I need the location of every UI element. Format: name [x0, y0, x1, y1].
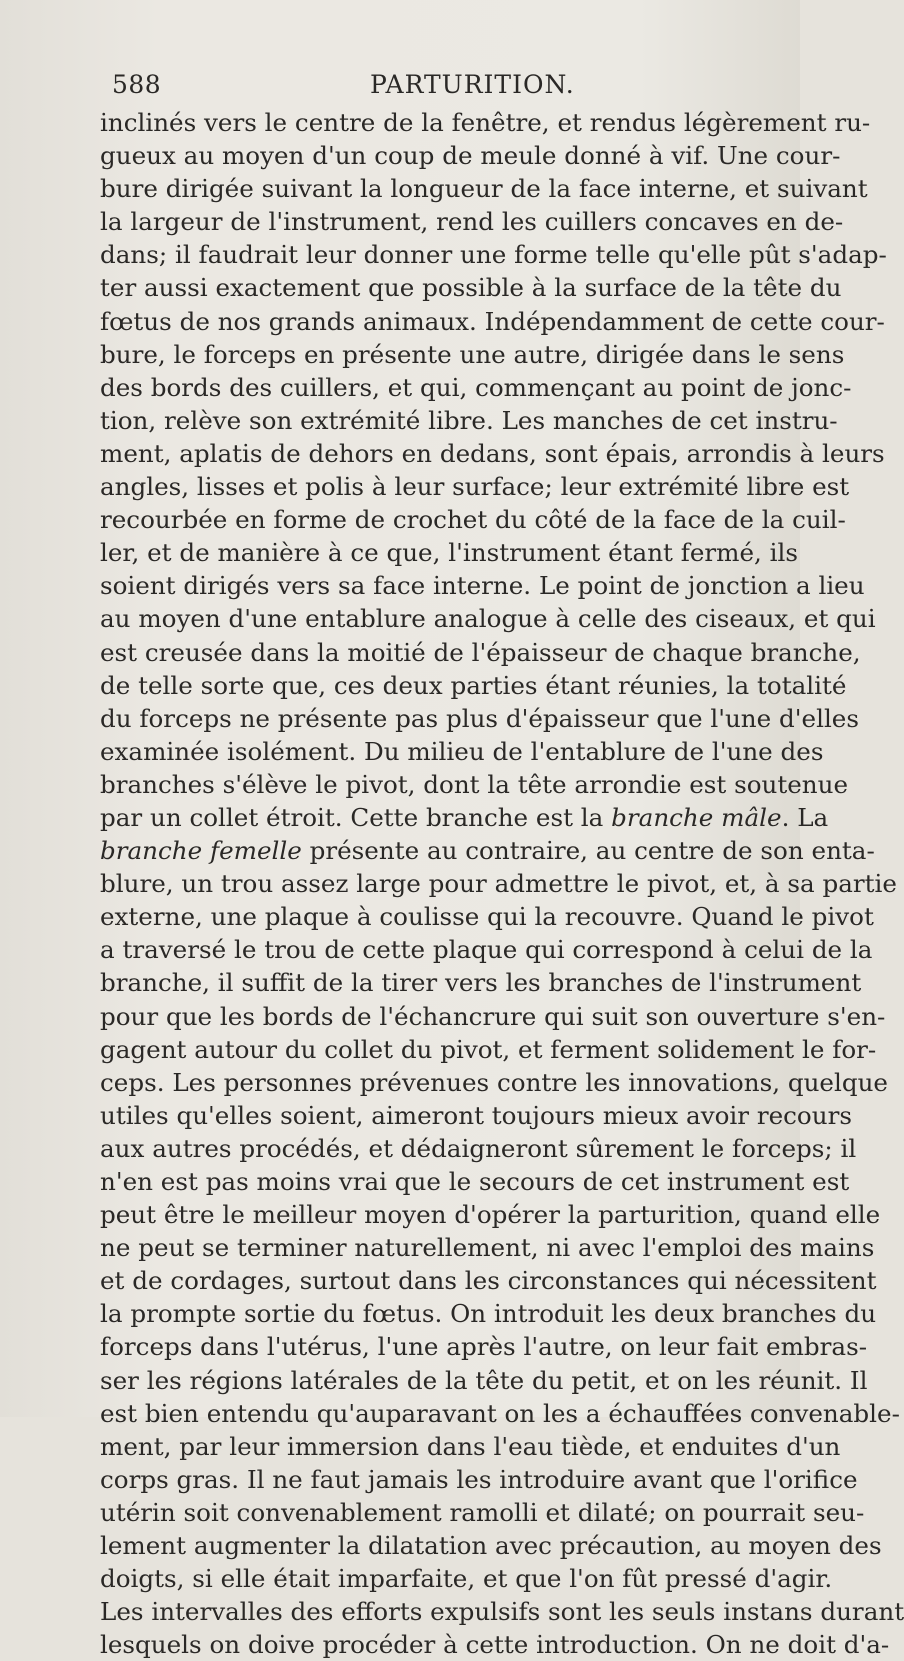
text-line: de telle sorte que, ces deux parties étant réunies, la totalité: [100, 670, 847, 700]
text-line: aux autres procédés, et dédaigneront sûrement le forceps; il: [100, 1133, 857, 1163]
text-line: ter aussi exactement que possible à la surface de la tête du: [100, 273, 842, 303]
text-line: ne peut se terminer naturellement, ni avec l'emploi des mains: [100, 1233, 875, 1263]
text-line: externe, une plaque à coulisse qui la recouvre. Quand le pivot: [100, 902, 874, 932]
text-line: dans; il faudrait leur donner une forme telle qu'elle pût s'adap-: [100, 240, 887, 270]
text-line: bure, le forceps en présente une autre, dirigée dans le sens: [100, 339, 845, 369]
text-line: la largeur de l'instrument, rend les cuillers concaves en de-: [100, 207, 844, 237]
text-line: angles, lisses et polis à leur surface; leur extrémité libre est: [100, 472, 850, 502]
text-line: bure dirigée suivant la longueur de la face interne, et suivant: [100, 174, 868, 204]
text-line: blure, un trou assez large pour admettre le pivot, et, à sa partie: [100, 869, 897, 899]
text-line: ment, par leur immersion dans l'eau tiède, et enduites d'un: [100, 1431, 841, 1461]
text-line: branche femelle présente au contraire, au centre de son enta-: [100, 836, 875, 866]
text-line: recourbée en forme de crochet du côté de la face de la cuil-: [100, 505, 846, 535]
text-line: ment, aplatis de dehors en dedans, sont épais, arrondis à leurs: [100, 438, 885, 468]
text-line: est bien entendu qu'auparavant on les a échauffées convenable-: [100, 1398, 900, 1428]
text-line: et de cordages, surtout dans les circonstances qui nécessitent: [100, 1266, 877, 1296]
text-line: lement augmenter la dilatation avec précaution, au moyen des: [100, 1531, 882, 1561]
text-line: examinée isolément. Du milieu de l'entablure de l'une des: [100, 736, 824, 766]
body-text: [100, 106, 904, 1661]
text-line: pour que les bords de l'échancrure qui suit son ouverture s'en-: [100, 1001, 886, 1031]
text-line: lesquels on doive procéder à cette introduction. On ne doit d'a-: [100, 1630, 890, 1660]
text-line: tion, relève son extrémité libre. Les manches de cet instru-: [100, 405, 838, 435]
text-line: ceps. Les personnes prévenues contre les innovations, quelque: [100, 1067, 888, 1097]
text-line: des bords des cuillers, et qui, commençant au point de jonc-: [100, 372, 852, 402]
text-line: fœtus de nos grands animaux. Indépendamment de cette cour-: [100, 306, 885, 336]
text-line: ser les régions latérales de la tête du petit, et on les réunit. Il: [100, 1365, 868, 1395]
text-line: n'en est pas moins vrai que le secours de cet instrument est: [100, 1167, 850, 1196]
text-line: par un collet étroit. Cette branche est la branche mâle. La: [100, 802, 829, 832]
italic-term: branche mâle: [611, 802, 782, 832]
text-line: forceps dans l'utérus, l'une après l'autre, on leur fait embras-: [100, 1332, 868, 1362]
text-line: branches s'élève le pivot, dont la tête arrondie est soutenue: [100, 769, 849, 799]
text-line: soient dirigés vers sa face interne. Le point de jonction a lieu: [100, 571, 865, 601]
text-line: a traversé le trou de cette plaque qui correspond à celui de la: [100, 935, 873, 965]
text-line: est creusée dans la moitié de l'épaisseur de chaque branche,: [100, 637, 861, 667]
page-number: 588: [112, 70, 162, 99]
text-line: ler, et de manière à ce que, l'instrument étant fermé, ils: [100, 538, 799, 568]
text-line: au moyen d'une entablure analogue à celle des ciseaux, et qui: [100, 604, 876, 634]
text-line: utiles qu'elles soient, aimeront toujours mieux avoir recours: [100, 1100, 852, 1130]
italic-term: branche femelle: [100, 836, 302, 866]
text-line: utérin soit convenablement ramolli et dilaté; on pourrait seu-: [100, 1497, 865, 1527]
text-line: du forceps ne présente pas plus d'épaisseur que l'une d'elles: [100, 703, 859, 733]
text-line: la prompte sortie du fœtus. On introduit les deux branches du: [100, 1299, 877, 1329]
page-header: [112, 70, 752, 104]
text-line: peut être le meilleur moyen d'opérer la parturition, quand elle: [100, 1200, 881, 1230]
text-line: gagent autour du collet du pivot, et ferment solidement le for-: [100, 1034, 877, 1064]
text-line: doigts, si elle était imparfaite, et que l'on fût pressé d'agir.: [100, 1564, 833, 1594]
text-line: inclinés vers le centre de la fenêtre, et rendus légèrement ru-: [100, 108, 871, 137]
text-line: gueux au moyen d'un coup de meule donné à vif. Une cour-: [100, 141, 841, 171]
text-line: corps gras. Il ne faut jamais les introduire avant que l'orifice: [100, 1464, 858, 1494]
running-title: PARTURITION.: [370, 70, 575, 99]
text-line: Les intervalles des efforts expulsifs sont les seuls instans durant: [100, 1597, 904, 1627]
text-line: branche, il suffit de la tirer vers les branches de l'instrument: [100, 968, 862, 998]
